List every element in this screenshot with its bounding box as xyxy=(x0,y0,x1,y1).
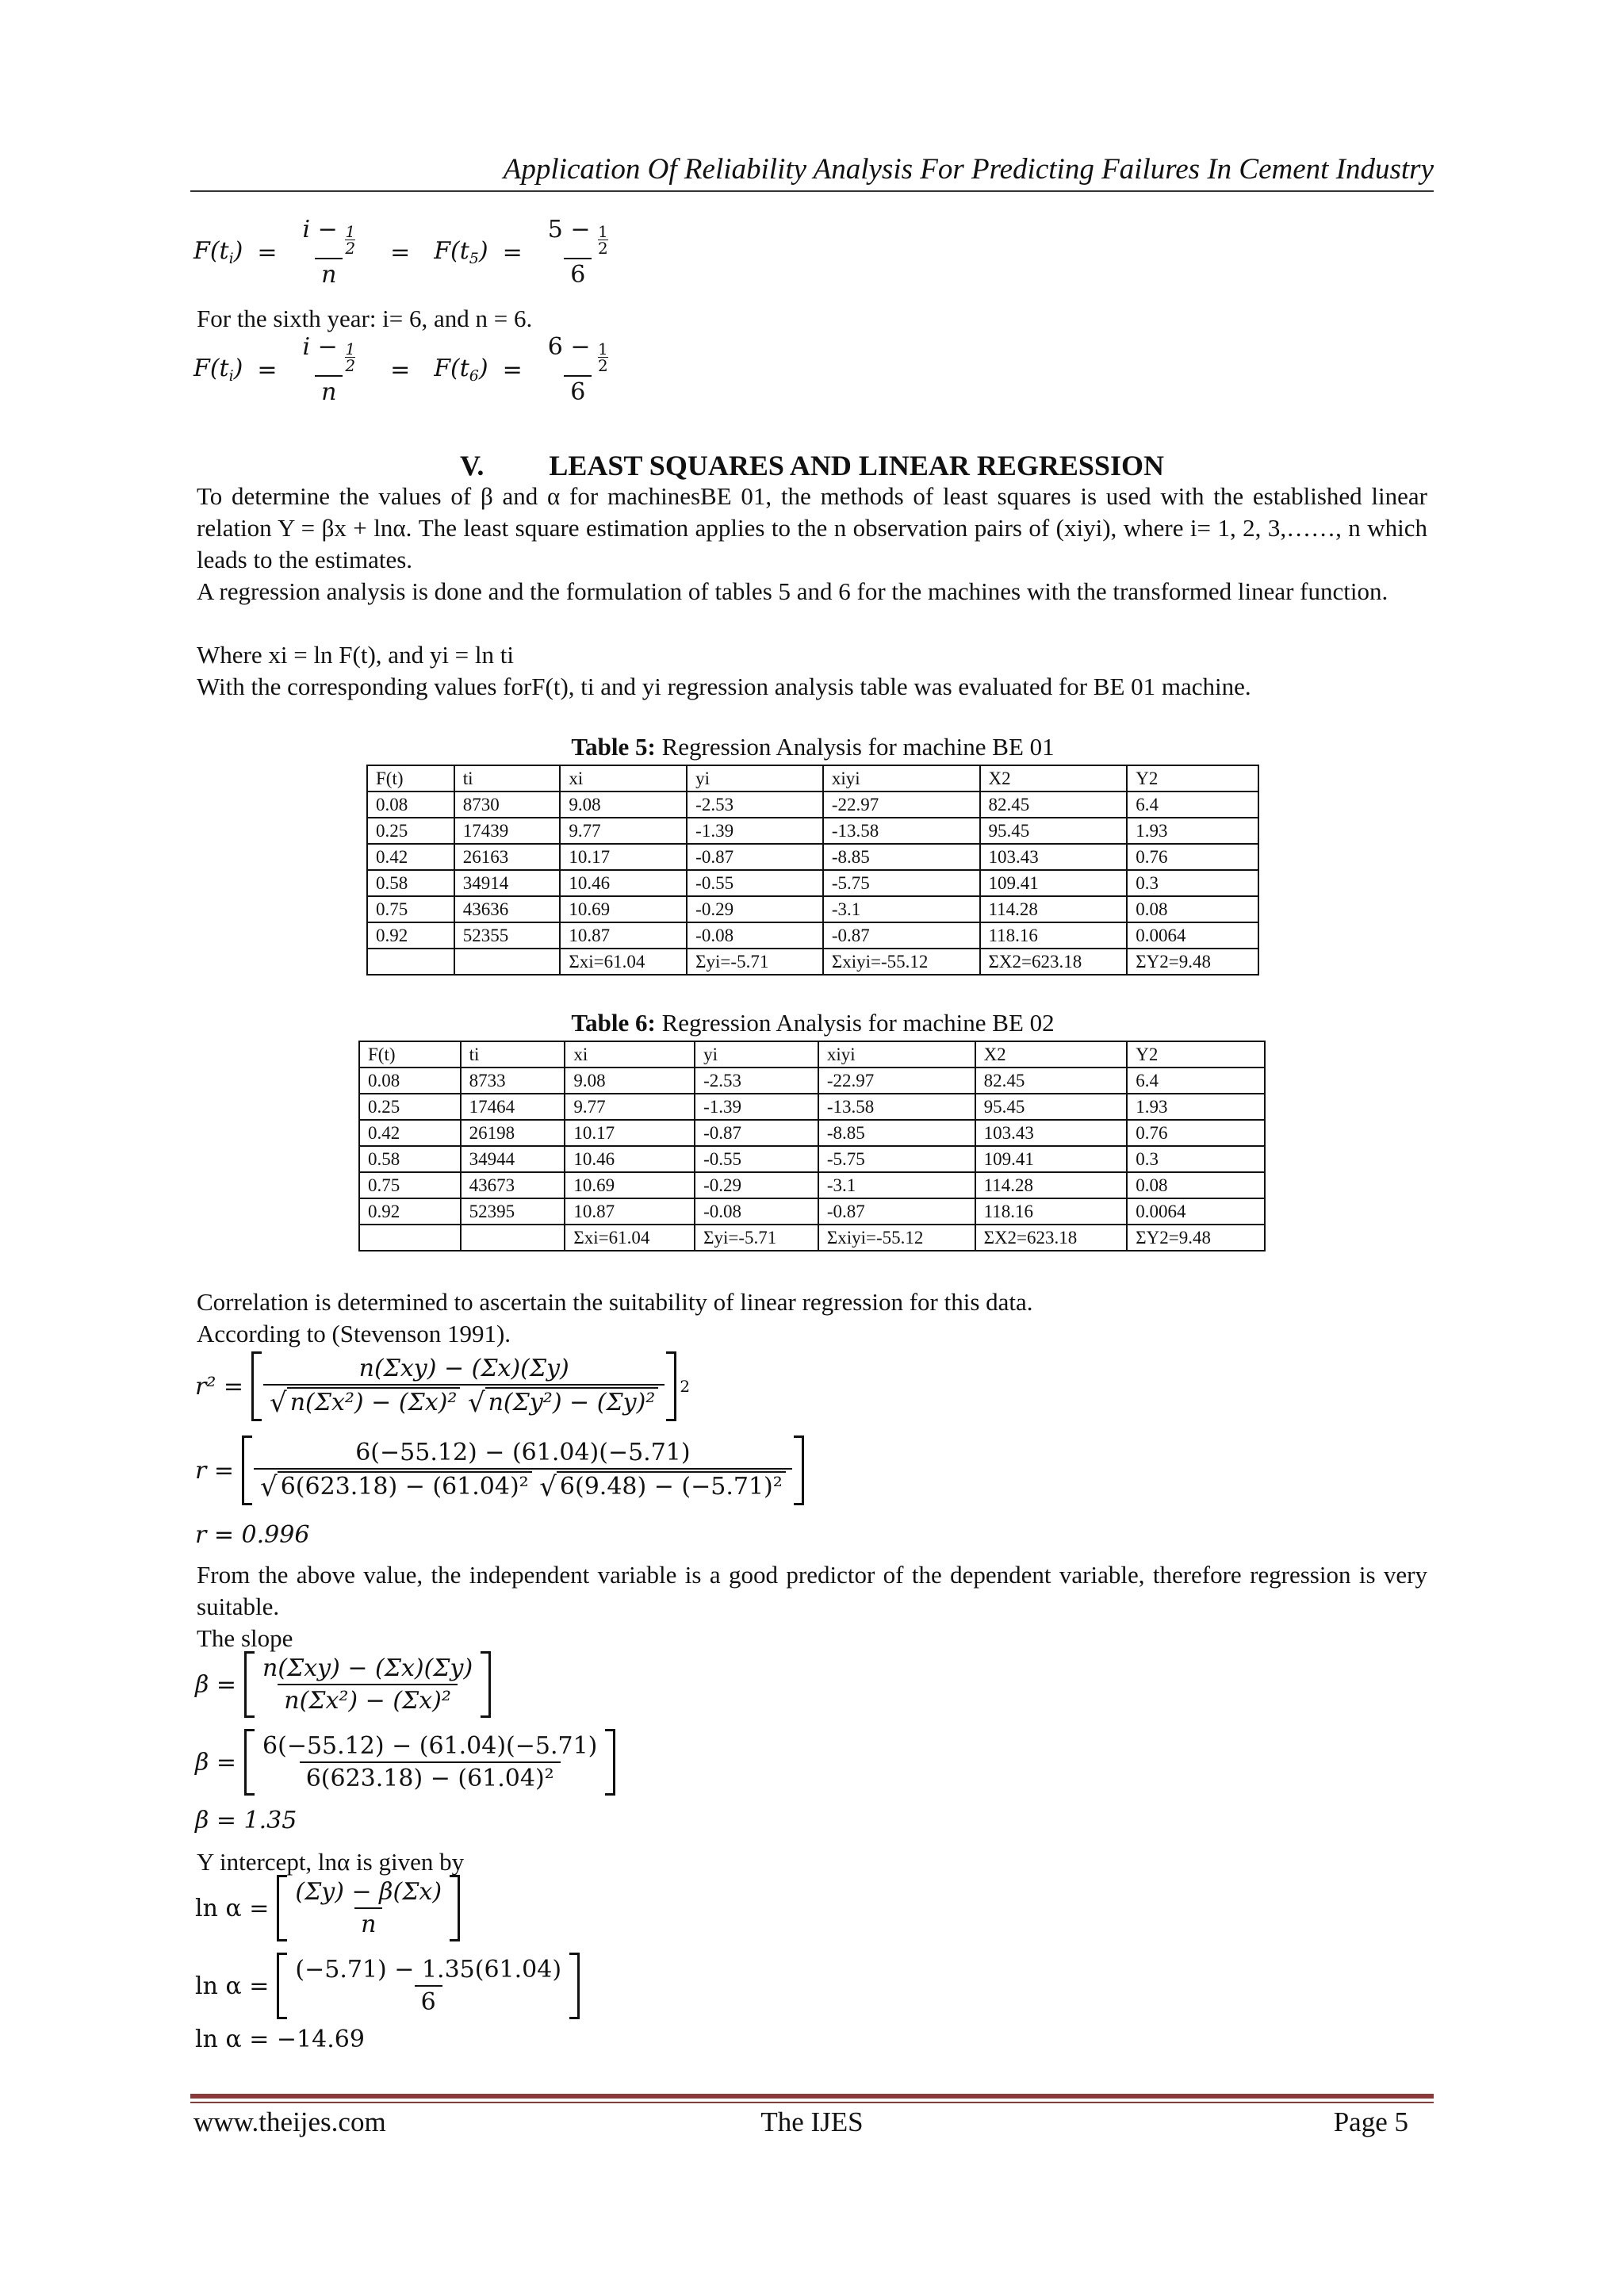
table-cell: 8733 xyxy=(461,1068,565,1094)
formula-r-values: r = 6(−55.12) − (61.04)(−5.71) √ 6(623.18) − (61.04)² √ 6(9.48) − (−5.71)² xyxy=(195,1435,804,1505)
table-row xyxy=(367,818,1258,844)
formula-r-squared: r² = n(Σxy) − (Σx)(Σy) √ n(Σx²) − (Σx)² √ n(Σy²) − (Σy)² 2 xyxy=(195,1351,690,1421)
table-cell: -22.97 xyxy=(823,792,980,818)
table-cell: 9.08 xyxy=(560,792,687,818)
table-row xyxy=(367,922,1258,949)
paragraph-regression: A regression analysis is done and the formulation of tables 5 and 6 for the machines with the transformed linear function. xyxy=(197,577,1388,605)
table-cell: 9.77 xyxy=(560,818,687,844)
table-cell: -22.97 xyxy=(818,1068,975,1094)
table-cell: yi xyxy=(687,765,823,792)
table-row xyxy=(359,1120,1265,1146)
intercept-label: Y intercept, lnα is given by xyxy=(197,1848,465,1876)
table-cell: 8730 xyxy=(454,792,561,818)
table-cell: 0.75 xyxy=(367,896,454,922)
table-cell: 82.45 xyxy=(980,792,1128,818)
table-cell: 43636 xyxy=(454,896,561,922)
table-cell: 0.25 xyxy=(359,1094,461,1120)
table-cell: 43673 xyxy=(461,1172,565,1198)
table-cell xyxy=(367,949,454,975)
table-cell: -0.08 xyxy=(695,1198,818,1225)
table-cell: -1.39 xyxy=(695,1094,818,1120)
table-cell: 0.76 xyxy=(1127,1120,1265,1146)
table-cell: 103.43 xyxy=(980,844,1128,870)
table-cell: 10.17 xyxy=(565,1120,695,1146)
table-row xyxy=(359,1068,1265,1094)
table-cell: 1.93 xyxy=(1127,818,1258,844)
table-cell: Y2 xyxy=(1127,1041,1265,1068)
table-cell: -0.87 xyxy=(687,844,823,870)
table-cell: -3.1 xyxy=(823,896,980,922)
formula-f-t6: $F(t_i)$ = i − $\frac{1}{2}$ n = $F(t_6)$ = 6 − $\frac{1}{2}$ 6 xyxy=(193,333,608,406)
table-cell xyxy=(454,949,561,975)
footer-rule xyxy=(190,2094,1434,2099)
table-cell: 0.92 xyxy=(367,922,454,949)
table-cell: 118.16 xyxy=(975,1198,1128,1225)
table-cell xyxy=(461,1225,565,1251)
table-cell: 10.46 xyxy=(565,1146,695,1172)
footer-rule-thin xyxy=(190,2102,1434,2103)
table-cell: xi xyxy=(565,1041,695,1068)
table-cell: 52395 xyxy=(461,1198,565,1225)
table-row xyxy=(367,896,1258,922)
table-cell: F(t) xyxy=(367,765,454,792)
table-cell: 109.41 xyxy=(980,870,1128,896)
table-row xyxy=(359,1172,1265,1198)
table-cell: 109.41 xyxy=(975,1146,1128,1172)
table-cell: 1.93 xyxy=(1127,1094,1265,1120)
table-cell: ti xyxy=(454,765,561,792)
table-cell: 114.28 xyxy=(975,1172,1128,1198)
paragraph-where: Where xi = ln F(t), and yi = ln ti xyxy=(197,641,515,669)
table-cell: 0.08 xyxy=(1127,1172,1265,1198)
table-cell: 17464 xyxy=(461,1094,565,1120)
footer-journal: The IJES xyxy=(760,2106,864,2137)
table-cell: 103.43 xyxy=(975,1120,1128,1146)
table-cell: 52355 xyxy=(454,922,561,949)
table-cell: 0.08 xyxy=(367,792,454,818)
table-cell: -0.08 xyxy=(687,922,823,949)
table5-caption: Table 5: Regression Analysis for machine BE 01 xyxy=(571,733,1055,761)
table-cell: 17439 xyxy=(454,818,561,844)
table-cell: X2 xyxy=(980,765,1128,792)
table-cell: -5.75 xyxy=(823,870,980,896)
table-cell: 10.69 xyxy=(565,1172,695,1198)
table-cell: ΣY2=9.48 xyxy=(1127,949,1258,975)
table-cell: -13.58 xyxy=(818,1094,975,1120)
table-cell: yi xyxy=(695,1041,818,1068)
slope-result: β = 1.35 xyxy=(195,1807,297,1834)
table-cell: -8.85 xyxy=(823,844,980,870)
table-cell: ΣX2=623.18 xyxy=(980,949,1128,975)
table-cell: -0.29 xyxy=(687,896,823,922)
paragraph-corresponding: With the corresponding values forF(t), ti and yi regression analysis table was evaluated for BE 01 machine. xyxy=(197,673,1251,700)
paragraph-conclusion: From the above value, the independent variable is a good predictor of the dependent variable, therefore regression is very suitable. xyxy=(197,1561,1427,1620)
table-cell: xiyi xyxy=(823,765,980,792)
table-cell: 0.08 xyxy=(1127,896,1258,922)
table-cell: 0.0064 xyxy=(1127,922,1258,949)
table-cell: Σyi=-5.71 xyxy=(687,949,823,975)
correlation-source: According to (Stevenson 1991). xyxy=(197,1320,511,1347)
table-row xyxy=(359,1094,1265,1120)
table-cell: 26163 xyxy=(454,844,561,870)
paragraph-least-squares: To determine the values of β and α for machinesBE 01, the methods of least squares is used with the established linear relation Y = βx + lnα. The least square estimation applies to the n observation pairs of (xiyi), where i= 1, 2, 3,……, n which leads to the estimates. xyxy=(197,482,1427,573)
formula-slope: β = $\frac{\text{n(Σxy) − (Σx)(Σy)}}{\text{n(Σx²) − (Σx)²}}$ xyxy=(195,1651,491,1718)
table-row xyxy=(367,792,1258,818)
table-cell: 10.46 xyxy=(560,870,687,896)
table-row xyxy=(359,1146,1265,1172)
formula-slope-values: β = $\frac{6(-55.12) - (61.04)(-5.71)}{\text{6(623.18) − (61.04)²}}$ xyxy=(195,1729,615,1796)
table-cell: Σxi=61.04 xyxy=(565,1225,695,1251)
table-cell: 26198 xyxy=(461,1120,565,1146)
formula-intercept: ln α = $\frac{(\Sigma y) - \beta(\Sigma x)}{n}$ xyxy=(195,1875,460,1941)
correlation-intro: Correlation is determined to ascertain the suitability of linear regression for this data. xyxy=(197,1288,1033,1316)
table-cell: 34944 xyxy=(461,1146,565,1172)
footer-page-number: Page 5 xyxy=(1333,2106,1408,2137)
table-cell: 82.45 xyxy=(975,1068,1128,1094)
table-cell: Σyi=-5.71 xyxy=(695,1225,818,1251)
table-cell: 118.16 xyxy=(980,922,1128,949)
table-cell: 10.17 xyxy=(560,844,687,870)
table-cell: -8.85 xyxy=(818,1120,975,1146)
table-cell: -0.55 xyxy=(695,1146,818,1172)
table-cell: 0.92 xyxy=(359,1198,461,1225)
table-row xyxy=(367,844,1258,870)
table-cell: 0.0064 xyxy=(1127,1198,1265,1225)
table-cell: -0.87 xyxy=(818,1198,975,1225)
table-cell: 0.3 xyxy=(1127,1146,1265,1172)
table-cell: 34914 xyxy=(454,870,561,896)
table-cell: 0.76 xyxy=(1127,844,1258,870)
intercept-result: ln α = −14.69 xyxy=(195,2026,365,2053)
table-cell: Σxiyi=-55.12 xyxy=(818,1225,975,1251)
table-sum-row xyxy=(359,1225,1265,1251)
table-cell: -0.87 xyxy=(823,922,980,949)
table-cell: 0.3 xyxy=(1127,870,1258,896)
footer-website[interactable]: www.theijes.com xyxy=(193,2106,386,2137)
table-cell: 0.25 xyxy=(367,818,454,844)
table-sum-row xyxy=(367,949,1258,975)
table-cell: ΣX2=623.18 xyxy=(975,1225,1128,1251)
table-cell: 6.4 xyxy=(1127,1068,1265,1094)
table-header-row xyxy=(367,765,1258,792)
slope-label: The slope xyxy=(197,1624,293,1652)
table-cell: 9.08 xyxy=(565,1068,695,1094)
table-cell: 10.87 xyxy=(565,1198,695,1225)
table-cell: 0.42 xyxy=(367,844,454,870)
table-cell: -0.55 xyxy=(687,870,823,896)
table-cell: -2.53 xyxy=(687,792,823,818)
table-cell: 10.69 xyxy=(560,896,687,922)
table-cell: -3.1 xyxy=(818,1172,975,1198)
table-cell: 9.77 xyxy=(565,1094,695,1120)
formula-intercept-values: ln α = $\frac{(-5.71) - 1.35(61.04)}{6}$ xyxy=(195,1953,580,2019)
formula-f-t5: $F(t_i)$ = i − $\frac{1}{2}$ n = $F(t_5)$ = 5 − $\frac{1}{2}$ 6 xyxy=(193,216,608,289)
table-cell: 6.4 xyxy=(1127,792,1258,818)
table-cell: 0.75 xyxy=(359,1172,461,1198)
table-cell: X2 xyxy=(975,1041,1128,1068)
table-cell: -13.58 xyxy=(823,818,980,844)
table-cell: ΣY2=9.48 xyxy=(1127,1225,1265,1251)
table6 xyxy=(358,1041,1266,1251)
table-cell: Σxi=61.04 xyxy=(560,949,687,975)
table-cell: F(t) xyxy=(359,1041,461,1068)
table-cell: -0.29 xyxy=(695,1172,818,1198)
table5 xyxy=(366,765,1259,976)
table-cell: 95.45 xyxy=(975,1094,1128,1120)
table-row xyxy=(367,870,1258,896)
table6-caption: Table 6: Regression Analysis for machine BE 02 xyxy=(571,1009,1055,1037)
section-heading: V. LEAST SQUARES AND LINEAR REGRESSION xyxy=(460,450,1164,481)
table-cell: 10.87 xyxy=(560,922,687,949)
table-cell: Σxiyi=-55.12 xyxy=(823,949,980,975)
table-cell xyxy=(359,1225,461,1251)
table-cell: 0.58 xyxy=(367,870,454,896)
table-cell: ti xyxy=(461,1041,565,1068)
header-rule xyxy=(190,190,1434,192)
table-cell: 95.45 xyxy=(980,818,1128,844)
running-title: Application Of Reliability Analysis For Predicting Failures In Cement Industry xyxy=(503,153,1434,186)
table-cell: 0.08 xyxy=(359,1068,461,1094)
table-cell: -5.75 xyxy=(818,1146,975,1172)
table-cell: xi xyxy=(560,765,687,792)
table-cell: 114.28 xyxy=(980,896,1128,922)
table-cell: 0.58 xyxy=(359,1146,461,1172)
table-row xyxy=(359,1198,1265,1225)
table-header-row xyxy=(359,1041,1265,1068)
table-cell: 0.42 xyxy=(359,1120,461,1146)
sixth-year-text: For the sixth year: i= 6, and n = 6. xyxy=(197,305,533,332)
table-cell: -0.87 xyxy=(695,1120,818,1146)
table-cell: -2.53 xyxy=(695,1068,818,1094)
table-cell: -1.39 xyxy=(687,818,823,844)
table-cell: Y2 xyxy=(1127,765,1258,792)
table-cell: xiyi xyxy=(818,1041,975,1068)
r-result: r = 0.996 xyxy=(195,1521,310,1549)
